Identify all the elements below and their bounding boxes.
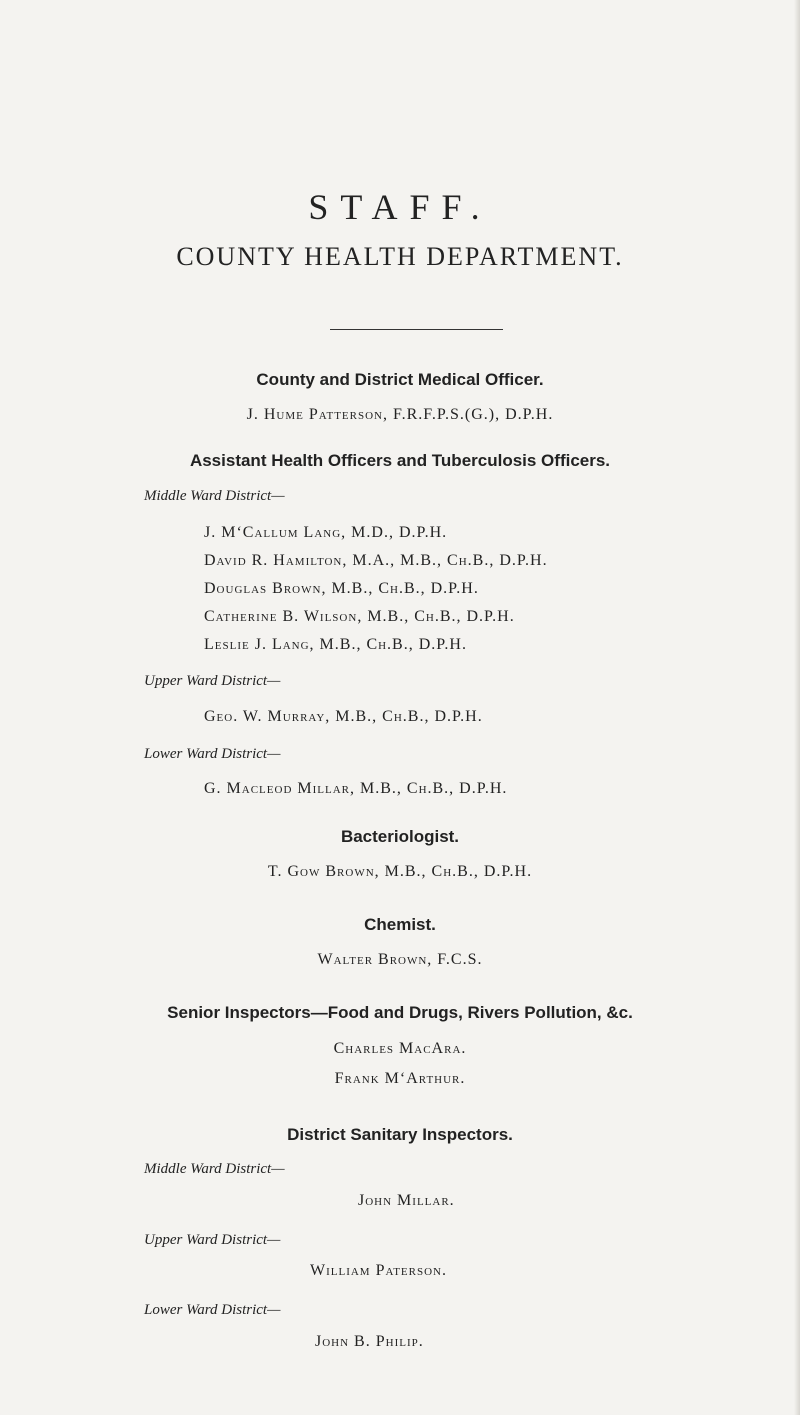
chemist-name: Walter Brown, F.C.S. [317, 951, 483, 968]
middle-ward-officer: Douglas Brown, M.B., Ch.B., D.P.H. [204, 580, 479, 597]
sanitary-inspectors-heading: District Sanitary Inspectors. [287, 1125, 513, 1144]
middle-ward-officer: J. M‘Callum Lang, M.D., D.P.H. [204, 524, 448, 541]
lower-ward-label: Lower Ward District— [144, 1302, 281, 1318]
page-edge-shadow [794, 0, 800, 1415]
department-title: COUNTY HEALTH DEPARTMENT. [176, 242, 624, 271]
bacteriologist-heading: Bacteriologist. [340, 827, 460, 846]
middle-ward-officer: Catherine B. Wilson, M.B., Ch.B., D.P.H. [204, 608, 515, 625]
upper-ward-label: Upper Ward District— [144, 1232, 281, 1248]
senior-inspector-name: Charles MacAra. [333, 1040, 467, 1057]
bacteriologist-name: T. Gow Brown, M.B., Ch.B., D.P.H. [267, 863, 533, 880]
chemist-heading: Chemist. [364, 915, 436, 934]
lower-ward-label: Lower Ward District— [144, 746, 281, 762]
middle-ward-officer: David R. Hamilton, M.A., M.B., Ch.B., D.P.H. [204, 552, 548, 569]
lower-ward-inspector: John B. Philip. [315, 1333, 424, 1350]
divider-rule [330, 329, 503, 330]
lower-ward-officer: G. Macleod Millar, M.B., Ch.B., D.P.H. [204, 780, 508, 797]
assistant-officers-heading: Assistant Health Officers and Tuberculosis Officers. [189, 451, 611, 470]
page-title: STAFF. [308, 187, 492, 227]
medical-officer-heading: County and District Medical Officer. [256, 370, 544, 389]
upper-ward-officer: Geo. W. Murray, M.B., Ch.B., D.P.H. [204, 708, 483, 725]
upper-ward-label: Upper Ward District— [144, 673, 281, 689]
middle-ward-label: Middle Ward District— [144, 1161, 285, 1177]
medical-officer-name: J. Hume Patterson, F.R.F.P.S.(G.), D.P.H. [246, 406, 554, 423]
middle-ward-label: Middle Ward District— [144, 488, 285, 504]
upper-ward-inspector: William Paterson. [310, 1262, 447, 1279]
senior-inspector-name: Frank M‘Arthur. [334, 1070, 466, 1087]
middle-ward-inspector: John Millar. [358, 1192, 455, 1209]
middle-ward-officer: Leslie J. Lang, M.B., Ch.B., D.P.H. [204, 636, 467, 653]
senior-inspectors-heading: Senior Inspectors—Food and Drugs, Rivers Pollution, &c. [167, 1003, 633, 1022]
